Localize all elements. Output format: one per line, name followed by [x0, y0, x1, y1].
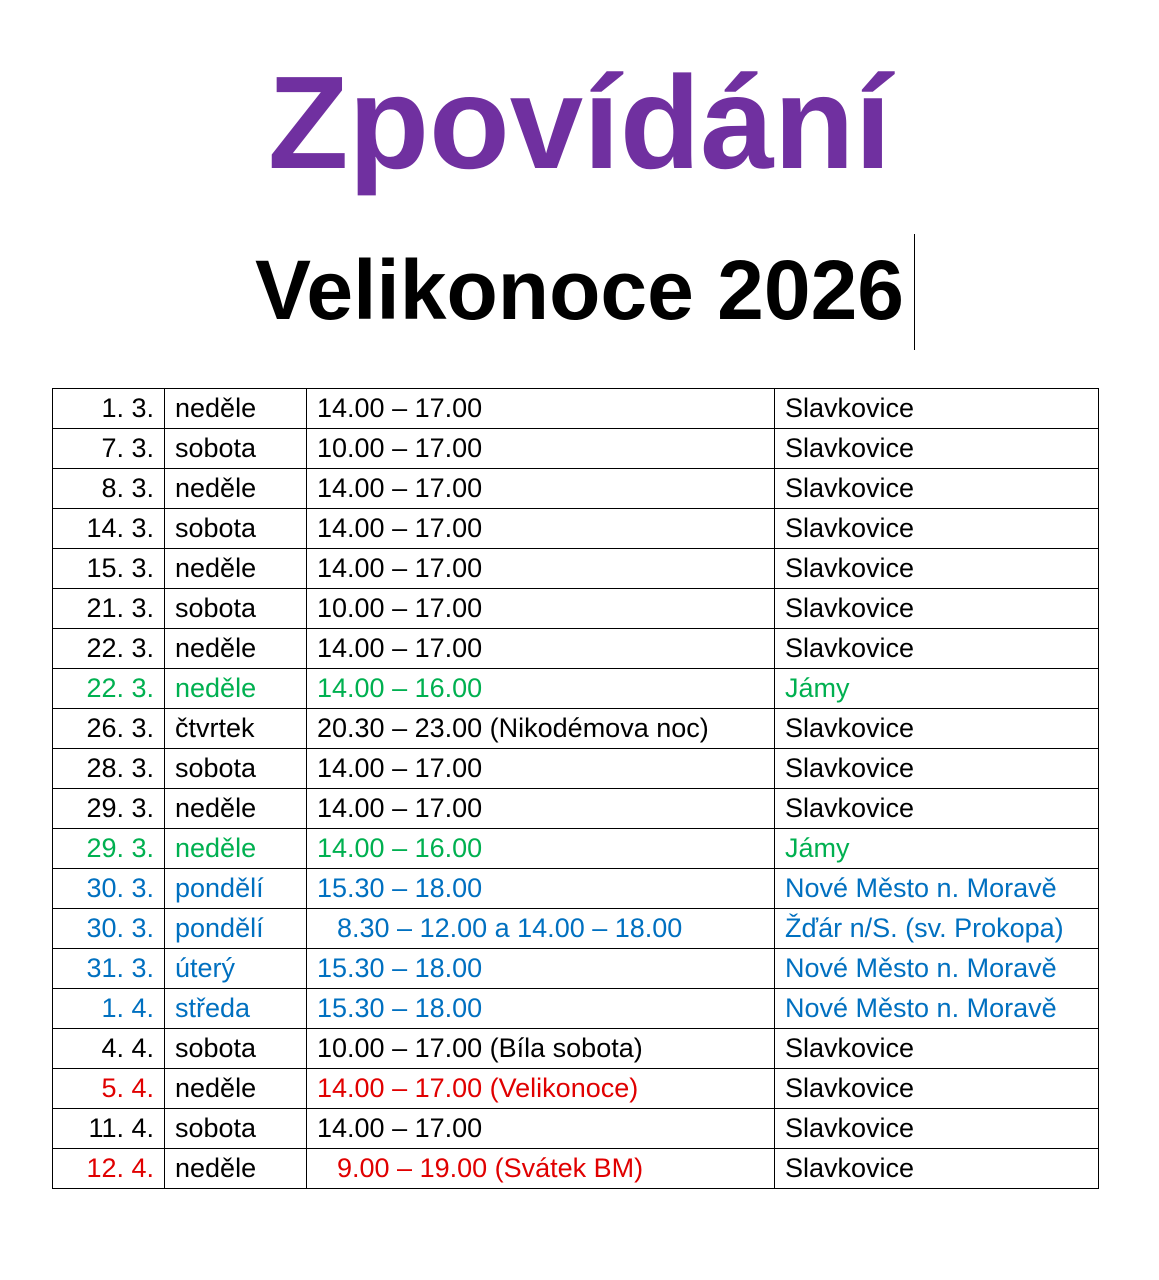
schedule-table	[52, 388, 1099, 1189]
table-row	[53, 1069, 1099, 1109]
table-row	[53, 709, 1099, 749]
day-cell: sobota	[165, 1029, 307, 1069]
table-row	[53, 629, 1099, 669]
time-cell: 14.00 – 17.00	[307, 469, 775, 509]
date-cell: 22. 3.	[53, 629, 165, 669]
date-cell: 28. 3.	[53, 749, 165, 789]
date-cell: 30. 3.	[53, 909, 165, 949]
table-row	[53, 989, 1099, 1029]
date-cell: 8. 3.	[53, 469, 165, 509]
time-cell: 15.30 – 18.00	[307, 989, 775, 1029]
day-cell: sobota	[165, 509, 307, 549]
date-cell: 29. 3.	[53, 829, 165, 869]
table-row	[53, 749, 1099, 789]
day-cell: sobota	[165, 749, 307, 789]
place-cell: Jámy	[775, 829, 1099, 869]
place-cell: Slavkovice	[775, 1029, 1099, 1069]
date-cell: 30. 3.	[53, 869, 165, 909]
schedule-body	[53, 389, 1099, 1189]
place-cell: Slavkovice	[775, 1149, 1099, 1189]
time-cell: 20.30 – 23.00 (Nikodémova noc)	[307, 709, 775, 749]
table-row	[53, 829, 1099, 869]
date-cell: 1. 3.	[53, 389, 165, 429]
date-cell: 22. 3.	[53, 669, 165, 709]
table-row	[53, 589, 1099, 629]
time-cell: 10.00 – 17.00	[307, 429, 775, 469]
place-cell: Slavkovice	[775, 429, 1099, 469]
date-cell: 14. 3.	[53, 509, 165, 549]
place-cell: Slavkovice	[775, 1069, 1099, 1109]
time-cell: 10.00 – 17.00	[307, 589, 775, 629]
table-row	[53, 949, 1099, 989]
table-row	[53, 1109, 1099, 1149]
time-cell: 14.00 – 17.00	[307, 509, 775, 549]
table-row	[53, 869, 1099, 909]
place-cell: Žďár n/S. (sv. Prokopa)	[775, 909, 1099, 949]
day-cell: neděle	[165, 549, 307, 589]
time-cell: 14.00 – 17.00	[307, 629, 775, 669]
day-cell: neděle	[165, 469, 307, 509]
date-cell: 11. 4.	[53, 1109, 165, 1149]
date-cell: 7. 3.	[53, 429, 165, 469]
date-cell: 5. 4.	[53, 1069, 165, 1109]
page-subtitle: Velikonoce 2026	[254, 243, 905, 337]
day-cell: neděle	[165, 1149, 307, 1189]
date-cell: 29. 3.	[53, 789, 165, 829]
table-row	[53, 549, 1099, 589]
table-row	[53, 509, 1099, 549]
day-cell: pondělí	[165, 869, 307, 909]
day-cell: čtvrtek	[165, 709, 307, 749]
day-cell: neděle	[165, 389, 307, 429]
place-cell: Slavkovice	[775, 589, 1099, 629]
time-cell: 15.30 – 18.00	[307, 949, 775, 989]
time-cell: 14.00 – 17.00	[307, 1109, 775, 1149]
text-cursor	[914, 234, 915, 350]
time-cell: 10.00 – 17.00 (Bíla sobota)	[307, 1029, 775, 1069]
date-cell: 12. 4.	[53, 1149, 165, 1189]
time-cell: 14.00 – 17.00 (Velikonoce)	[307, 1069, 775, 1109]
day-cell: sobota	[165, 589, 307, 629]
place-cell: Slavkovice	[775, 629, 1099, 669]
day-cell: sobota	[165, 1109, 307, 1149]
day-cell: úterý	[165, 949, 307, 989]
table-row	[53, 429, 1099, 469]
place-cell: Nové Město n. Moravě	[775, 869, 1099, 909]
place-cell: Slavkovice	[775, 1109, 1099, 1149]
time-cell: 14.00 – 17.00	[307, 749, 775, 789]
day-cell: sobota	[165, 429, 307, 469]
place-cell: Slavkovice	[775, 789, 1099, 829]
place-cell: Slavkovice	[775, 389, 1099, 429]
day-cell: středa	[165, 989, 307, 1029]
place-cell: Nové Město n. Moravě	[775, 989, 1099, 1029]
place-cell: Slavkovice	[775, 509, 1099, 549]
place-cell: Slavkovice	[775, 709, 1099, 749]
table-row	[53, 669, 1099, 709]
date-cell: 21. 3.	[53, 589, 165, 629]
place-cell: Nové Město n. Moravě	[775, 949, 1099, 989]
date-cell: 15. 3.	[53, 549, 165, 589]
table-row	[53, 789, 1099, 829]
date-cell: 26. 3.	[53, 709, 165, 749]
time-cell: 15.30 – 18.00	[307, 869, 775, 909]
day-cell: neděle	[165, 669, 307, 709]
day-cell: neděle	[165, 629, 307, 669]
day-cell: neděle	[165, 789, 307, 829]
place-cell: Slavkovice	[775, 469, 1099, 509]
time-cell: 14.00 – 16.00	[307, 829, 775, 869]
table-row	[53, 389, 1099, 429]
date-cell: 1. 4.	[53, 989, 165, 1029]
time-cell: 14.00 – 17.00	[307, 789, 775, 829]
time-cell: 9.00 – 19.00 (Svátek BM)	[307, 1149, 775, 1189]
time-cell: 14.00 – 17.00	[307, 389, 775, 429]
date-cell: 31. 3.	[53, 949, 165, 989]
place-cell: Jámy	[775, 669, 1099, 709]
time-cell: 14.00 – 17.00	[307, 549, 775, 589]
date-cell: 4. 4.	[53, 1029, 165, 1069]
day-cell: neděle	[165, 1069, 307, 1109]
time-cell: 14.00 – 16.00	[307, 669, 775, 709]
page-title: Zpovídání	[267, 49, 892, 196]
day-cell: neděle	[165, 829, 307, 869]
table-row	[53, 1029, 1099, 1069]
day-cell: pondělí	[165, 909, 307, 949]
time-cell: 8.30 – 12.00 a 14.00 – 18.00	[307, 909, 775, 949]
table-row	[53, 469, 1099, 509]
place-cell: Slavkovice	[775, 749, 1099, 789]
place-cell: Slavkovice	[775, 549, 1099, 589]
table-row	[53, 1149, 1099, 1189]
table-row	[53, 909, 1099, 949]
